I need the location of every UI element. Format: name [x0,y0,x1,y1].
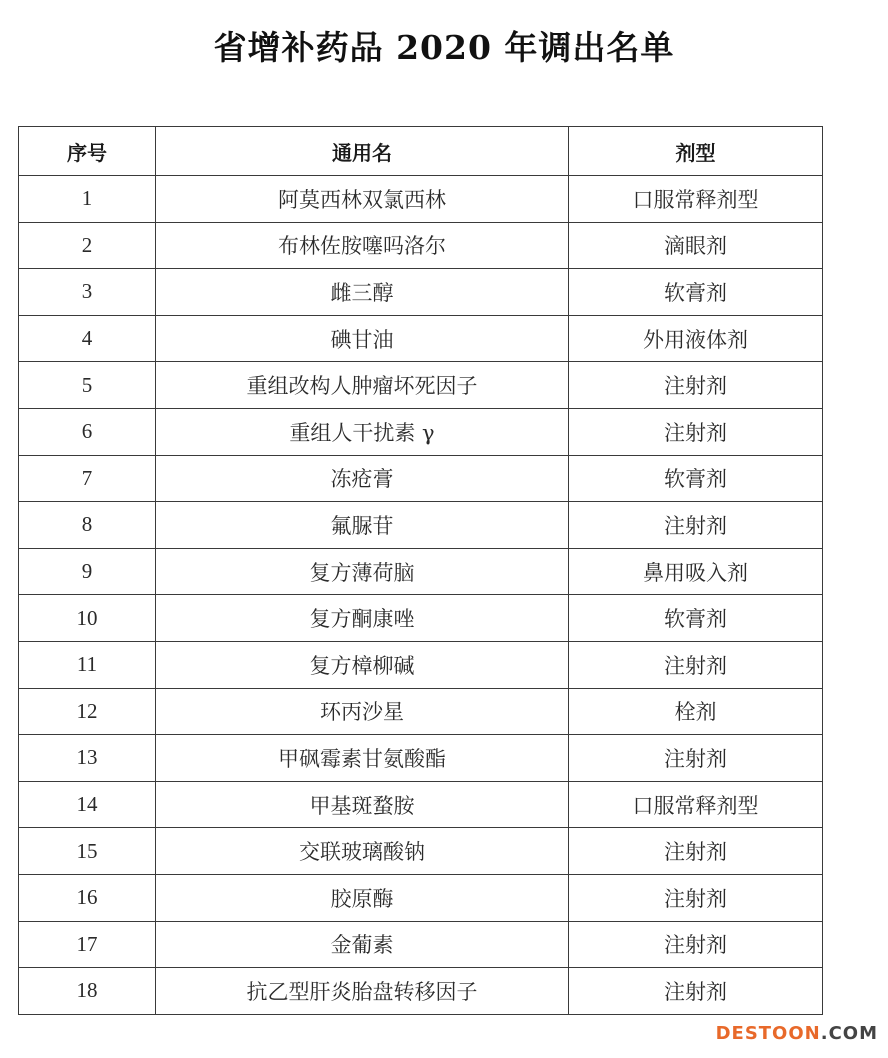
table-row [19,362,823,409]
cell-dosage-form: 注射剂 [569,641,823,688]
cell-serial-number: 1 [19,176,156,223]
cell-serial-number: 12 [19,688,156,735]
page-title: 省增补药品 2020 年调出名单 [213,28,675,67]
header-generic-name: 通用名 [156,127,569,176]
watermark-part-1: DESTOON [715,1023,821,1044]
cell-serial-number: 6 [19,408,156,455]
cell-dosage-form: 外用液体剂 [569,315,823,362]
cell-generic-name: 重组人干扰素 γ [156,408,569,455]
table-row [19,222,823,269]
cell-dosage-form: 软膏剂 [569,455,823,502]
table-row [19,502,823,549]
cell-serial-number: 17 [19,921,156,968]
cell-serial-number: 11 [19,641,156,688]
cell-dosage-form: 口服常释剂型 [569,176,823,223]
table-row [19,828,823,875]
cell-generic-name: 碘甘油 [156,315,569,362]
header-dosage-form: 剂型 [569,127,823,176]
cell-dosage-form: 鼻用吸入剂 [569,548,823,595]
cell-dosage-form: 栓剂 [569,688,823,735]
header-serial-number: 序号 [19,127,156,176]
cell-serial-number: 9 [19,548,156,595]
table-row [19,781,823,828]
cell-generic-name: 雌三醇 [156,269,569,316]
cell-generic-name: 氟脲苷 [156,502,569,549]
cell-dosage-form: 注射剂 [569,735,823,782]
cell-serial-number: 8 [19,502,156,549]
table-row [19,315,823,362]
cell-generic-name: 布林佐胺噻吗洛尔 [156,222,569,269]
table-row [19,968,823,1015]
table-row [19,455,823,502]
cell-serial-number: 5 [19,362,156,409]
table-row [19,641,823,688]
table-row [19,921,823,968]
table-row [19,595,823,642]
table-header-row [19,127,823,176]
cell-generic-name: 重组改构人肿瘤坏死因子 [156,362,569,409]
cell-generic-name: 冻疮膏 [156,455,569,502]
cell-generic-name: 甲基斑蝥胺 [156,781,569,828]
cell-dosage-form: 注射剂 [569,408,823,455]
cell-generic-name: 交联玻璃酸钠 [156,828,569,875]
cell-generic-name: 甲砜霉素甘氨酸酯 [156,735,569,782]
table-row [19,735,823,782]
cell-generic-name: 复方樟柳碱 [156,641,569,688]
cell-serial-number: 10 [19,595,156,642]
cell-serial-number: 16 [19,874,156,921]
table-row [19,548,823,595]
watermark-part-2: .COM [820,1023,878,1044]
cell-dosage-form: 注射剂 [569,828,823,875]
cell-generic-name: 复方酮康唑 [156,595,569,642]
cell-dosage-form: 软膏剂 [569,269,823,316]
cell-dosage-form: 注射剂 [569,502,823,549]
drug-list-table [18,126,823,1015]
cell-serial-number: 14 [19,781,156,828]
cell-dosage-form: 注射剂 [569,968,823,1015]
cell-generic-name: 金葡素 [156,921,569,968]
cell-generic-name: 抗乙型肝炎胎盘转移因子 [156,968,569,1015]
site-watermark [716,1023,878,1044]
table-row [19,408,823,455]
cell-generic-name: 复方薄荷脑 [156,548,569,595]
cell-generic-name: 胶原酶 [156,874,569,921]
cell-serial-number: 13 [19,735,156,782]
cell-generic-name: 环丙沙星 [156,688,569,735]
cell-dosage-form: 注射剂 [569,874,823,921]
table-row [19,874,823,921]
cell-serial-number: 15 [19,828,156,875]
cell-dosage-form: 口服常释剂型 [569,781,823,828]
cell-generic-name: 阿莫西林双氯西林 [156,176,569,223]
table-row [19,688,823,735]
cell-serial-number: 3 [19,269,156,316]
cell-dosage-form: 注射剂 [569,362,823,409]
cell-dosage-form: 滴眼剂 [569,222,823,269]
cell-serial-number: 7 [19,455,156,502]
table-body [19,176,823,1015]
cell-serial-number: 18 [19,968,156,1015]
cell-dosage-form: 软膏剂 [569,595,823,642]
cell-dosage-form: 注射剂 [569,921,823,968]
cell-serial-number: 4 [19,315,156,362]
table-row [19,176,823,223]
cell-serial-number: 2 [19,222,156,269]
table-row [19,269,823,316]
